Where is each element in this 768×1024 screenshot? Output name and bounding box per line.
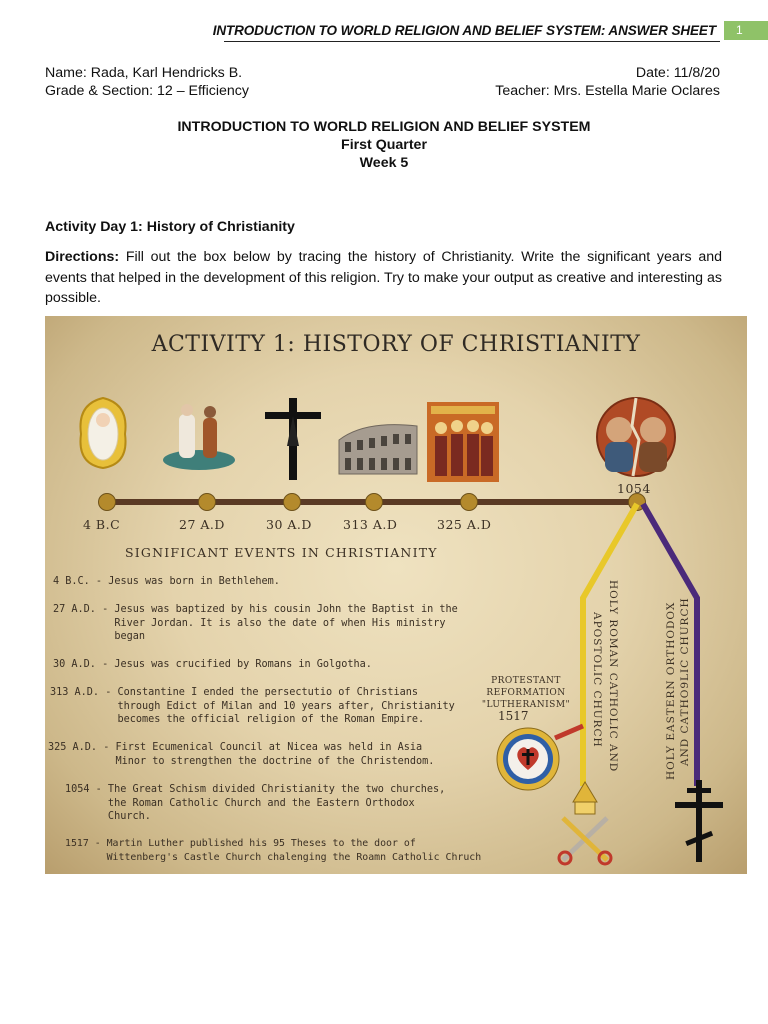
main-title: INTRODUCTION TO WORLD RELIGION AND BELIEF SYSTEM: [177, 119, 591, 135]
year-label-1054: 1054: [617, 481, 651, 496]
event-item: 1054 - The Great Schism divided Christianity the two churches, the Roman Catholic Church and the Eastern Orthodox Church.: [65, 784, 446, 822]
catholic-label: HOLY ROMAN CATHOLIC AND: [607, 580, 619, 773]
event-item: 1517 - Martin Luther published his 95 Theses to the door of Wittenberg's Castle Church chalenging the Roamn Catholic Chruch: [65, 838, 482, 863]
activity-heading: Activity Day 1: History of Christianity: [45, 219, 295, 235]
directions-label: Directions:: [45, 249, 120, 265]
event-item: 313 A.D. - Constantine I ended the persectutio of Christians through Edict of Milan and 10 years after, Christianity becomes the official religion of the Roman Empire.: [50, 687, 455, 725]
student-name: Name: Rada, Karl Hendricks B.: [45, 65, 243, 81]
orthodox-label-2: AND CATHO9LIC CHURCH: [679, 597, 691, 766]
page-number: 1: [724, 21, 768, 40]
year-label: 4 B.C: [83, 517, 121, 532]
event-item: 325 A.D. - First Ecumenical Council at Nicea was held in Asia Minor to strengthen the doctrine of the Christendom.: [48, 742, 435, 767]
event-item: 30 A.D. - Jesus was crucified by Romans in Golgotha.: [53, 659, 372, 670]
event-item: 4 B.C. - Jesus was born in Bethlehem.: [53, 576, 280, 587]
year-label: 30 A.D: [266, 517, 312, 532]
orthodox-label: HOLY EASTERN ORTHODOX: [665, 601, 677, 780]
grade-section: Grade & Section: 12 – Efficiency: [45, 83, 249, 99]
year-label: 313 A.D: [343, 517, 398, 532]
header-title: INTRODUCTION TO WORLD RELIGION AND BELIEF SYSTEM: ANSWER SHEET: [212, 23, 716, 38]
event-item: 27 A.D. - Jesus was baptized by his cousin John the Baptist in the River Jordan. It is also the date of when His ministry began: [53, 604, 458, 642]
orthodox-cross-icon: [671, 778, 727, 864]
year-label: 325 A.D: [437, 517, 492, 532]
teacher: Teacher: Mrs. Estella Marie Oclares: [495, 83, 720, 99]
poster-title: ACTIVITY 1: HISTORY OF CHRISTIANITY: [151, 332, 641, 357]
year-label: 27 A.D: [179, 517, 225, 532]
header-rule: [224, 41, 720, 42]
protestant-year: 1517: [498, 709, 529, 723]
catholic-label-2: APOSTOLIC CHURCH: [591, 612, 603, 748]
directions: [45, 247, 722, 309]
quarter-title: First Quarter: [341, 137, 427, 153]
history-poster: [45, 316, 747, 874]
protestant-label: PROTESTANT REFORMATION "LUTHERANISM": [481, 676, 571, 710]
papal-keys-icon: [553, 778, 617, 868]
luther-rose-icon: [495, 726, 561, 792]
date: Date: 11/8/20: [635, 65, 720, 81]
week-title: Week 5: [359, 155, 409, 171]
directions-text: Fill out the box below by tracing the history of Christianity. Write the significant years and events that helped in the development of this religion. Try to make your output as creative and interesting as possible.: [45, 249, 722, 306]
significant-heading: SIGNIFICANT EVENTS IN CHRISTIANITY: [125, 545, 438, 560]
